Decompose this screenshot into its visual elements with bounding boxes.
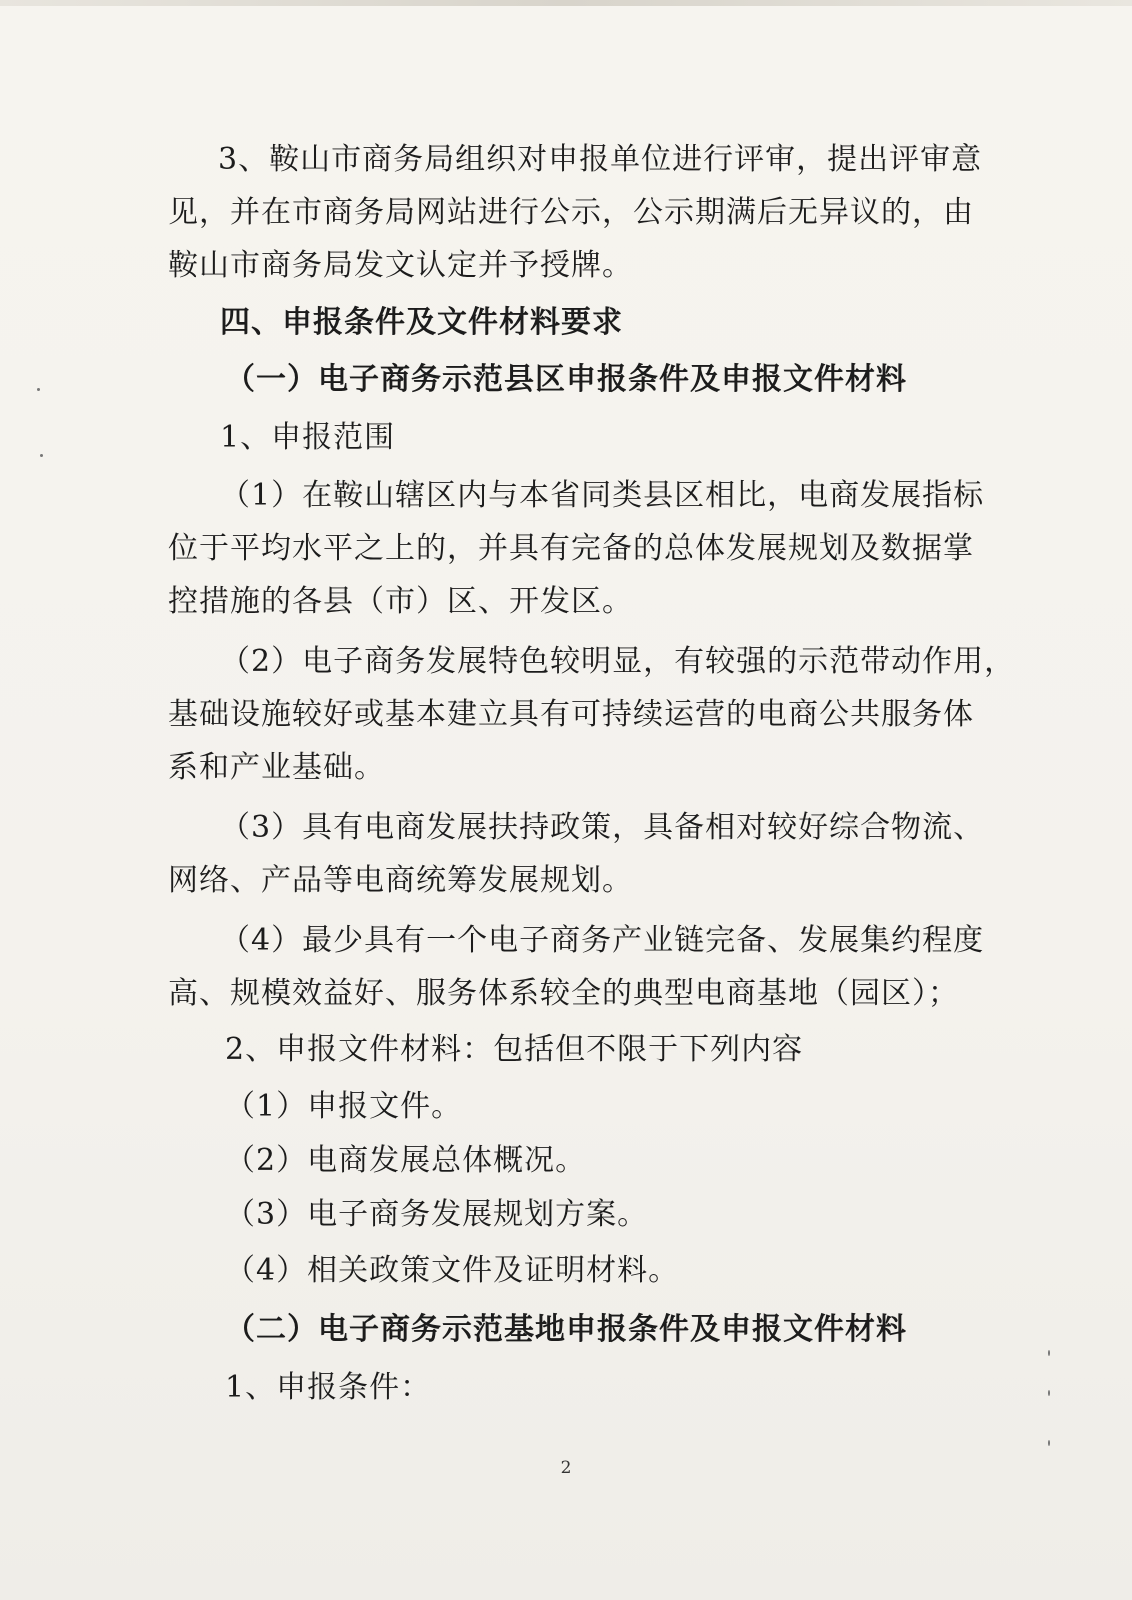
scan-speck xyxy=(1048,1350,1050,1356)
text-line-8: 位于平均水平之上的，并具有完备的总体发展规划及数据掌 xyxy=(168,531,974,566)
text-line-20: （3）电子商务发展规划方案。 xyxy=(225,1197,649,1232)
text-line-6: 1、申报范围 xyxy=(220,420,396,455)
scan-speck xyxy=(1048,1440,1050,1446)
page-top-edge xyxy=(0,0,1132,6)
text-line-10: （2）电子商务发展特色较明显，有较强的示范带动作用， xyxy=(220,644,1016,679)
text-line-11: 基础设施较好或基本建立具有可持续运营的电商公共服务体 xyxy=(168,697,974,732)
text-line-17: 2、申报文件材料：包括但不限于下列内容 xyxy=(225,1032,804,1067)
text-line-15: （4）最少具有一个电子商务产业链完备、发展集约程度 xyxy=(220,923,985,958)
text-line-1: 3、鞍山市商务局组织对申报单位进行评审，提出评审意 xyxy=(218,142,983,177)
text-line-16: 高、规模效益好、服务体系较全的典型电商基地（园区）； xyxy=(168,976,959,1011)
text-line-7: （1）在鞍山辖区内与本省同类县区相比，电商发展指标 xyxy=(220,478,985,513)
text-line-21: （4）相关政策文件及证明材料。 xyxy=(225,1253,680,1288)
page-number: 2 xyxy=(560,1458,572,1478)
text-line-13: （3）具有电商发展扶持政策，具备相对较好综合物流、 xyxy=(220,810,985,845)
scan-speck xyxy=(40,454,43,457)
text-line-23: 1、申报条件： xyxy=(225,1370,432,1405)
text-line-19: （2）电商发展总体概况。 xyxy=(225,1143,587,1178)
scan-speck xyxy=(37,388,40,391)
scan-speck xyxy=(1048,1390,1050,1396)
text-line-18: （1）申报文件。 xyxy=(225,1089,463,1124)
subsection-heading-2: （二）电子商务示范基地申报条件及申报文件材料 xyxy=(225,1312,907,1347)
text-line-14: 网络、产品等电商统筹发展规划。 xyxy=(168,863,633,898)
subsection-heading-1: （一）电子商务示范县区申报条件及申报文件材料 xyxy=(225,362,907,397)
text-line-12: 系和产业基础。 xyxy=(168,750,385,785)
text-line-2: 见，并在市商务局网站进行公示，公示期满后无异议的，由 xyxy=(168,195,974,230)
text-line-3: 鞍山市商务局发文认定并予授牌。 xyxy=(168,248,633,283)
section-heading-4: 四、申报条件及文件材料要求 xyxy=(220,305,623,340)
text-line-9: 控措施的各县（市）区、开发区。 xyxy=(168,584,633,619)
